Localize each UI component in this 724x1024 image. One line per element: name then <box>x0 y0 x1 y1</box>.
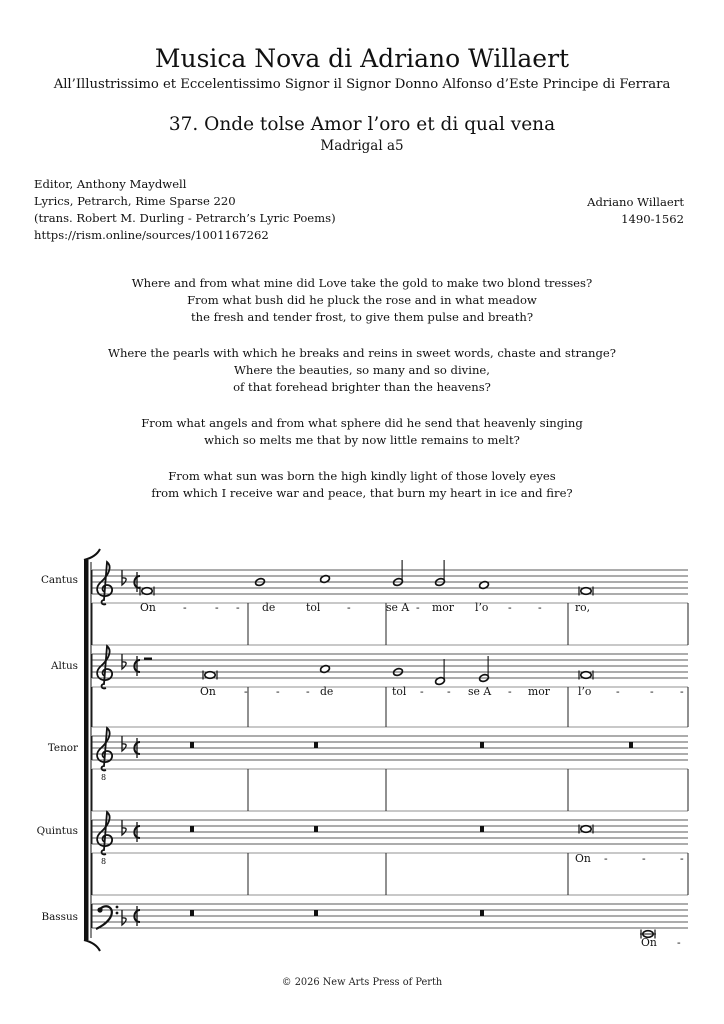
lyric-syllable: - <box>447 685 451 698</box>
collection-title: Musica Nova di Adriano Willaert <box>154 44 570 73</box>
lyric-syllable: de <box>320 685 334 698</box>
treble-clef <box>97 812 112 854</box>
staff <box>92 899 688 929</box>
editor-credit: Editor, Anthony Maydwell <box>34 177 187 191</box>
lyric-syllable: - <box>642 852 646 865</box>
poem-line: From what angels and from what sphere did he send that heavenly singing <box>141 416 583 430</box>
poem-line: Where the pearls with which he breaks and reins in sweet words, chaste and strange? <box>108 346 616 360</box>
lyric-syllable: - <box>420 685 424 698</box>
cantus-notes <box>140 560 593 596</box>
lyric-syllable: - <box>306 685 310 698</box>
lyric-syllable: - <box>183 601 187 614</box>
lyric-syllable: - <box>276 685 280 698</box>
breve-rest <box>190 826 194 832</box>
tenor-rests <box>190 742 633 748</box>
treble-clef <box>97 646 112 688</box>
lyric-syllable: - <box>508 685 512 698</box>
lyric-syllable: - <box>416 601 420 614</box>
lyric-syllable: On <box>140 601 156 614</box>
staff <box>92 728 688 811</box>
lyric-syllable: se A <box>386 601 410 614</box>
lyric-syllable: mor <box>528 685 550 698</box>
copyright-footer: © 2026 New Arts Press of Perth <box>281 977 443 988</box>
bass-clef-dot <box>116 912 119 915</box>
voice-label-quintus: Quintus <box>36 825 78 837</box>
poem-line: the fresh and tender frost, to give them pulse and breath? <box>190 310 534 324</box>
lyric-syllable: l’o <box>578 685 592 698</box>
lyric-syllable: mor <box>432 601 454 614</box>
poem-line: Where and from what mine did Love take the gold to make two blond tresses? <box>131 276 593 290</box>
source-link[interactable]: https://rism.online/sources/1001167262 <box>34 228 269 242</box>
lyric-syllable: - <box>680 685 684 698</box>
flat-sign <box>122 910 126 925</box>
breve-rest <box>314 910 318 916</box>
lyric-syllable: On <box>200 685 216 698</box>
staff <box>92 812 688 895</box>
bass-clef-dot <box>116 906 119 909</box>
lyric-syllable: - <box>244 685 248 698</box>
breve-rest <box>480 742 484 748</box>
breve-note <box>581 672 591 679</box>
lyrics-credit: Lyrics, Petrarch, Rime Sparse 220 <box>34 194 236 208</box>
lyric-syllable: - <box>508 601 512 614</box>
dedication-line: All’Illustrissimo et Eccelentissimo Signor il Signor Donno Alfonso d’Este Principe di Ferrara <box>53 77 671 92</box>
lyric-syllable: tol <box>306 601 321 614</box>
flat-sign <box>122 736 126 751</box>
poem-line: which so melts me that by now little remains to melt? <box>204 433 520 447</box>
lyric-syllable: - <box>538 601 542 614</box>
lyric-syllable: se A <box>468 685 492 698</box>
treble-clef <box>97 562 112 604</box>
breve-note <box>205 672 215 679</box>
bracket-hook-top <box>84 549 100 560</box>
voice-label-cantus: Cantus <box>40 574 78 586</box>
composer-dates: 1490-1562 <box>621 212 684 226</box>
breve-note <box>142 588 152 595</box>
lyric-syllable: - <box>236 601 240 614</box>
lyric-syllable: - <box>604 852 608 865</box>
breve-rest <box>190 742 194 748</box>
lyric-syllable: - <box>347 601 351 614</box>
poem-line: From what sun was born the high kindly light of those lovely eyes <box>168 469 556 483</box>
breve-rest <box>629 742 633 748</box>
voice-label-tenor: Tenor <box>47 742 78 754</box>
lyric-syllable: l’o <box>475 601 489 614</box>
poem-line: from which I receive war and peace, that burn my heart in ice and fire? <box>151 486 573 500</box>
breve-note <box>581 826 591 833</box>
lyric-syllable: On <box>575 852 591 865</box>
translation-credit: (trans. Robert M. Durling - Petrarch’s Lyric Poems) <box>34 211 336 225</box>
piece-subtitle: Madrigal a5 <box>320 138 404 154</box>
lyric-syllable: - <box>677 936 681 949</box>
breve-rest <box>190 910 194 916</box>
system-bracket <box>84 560 89 940</box>
flat-sign <box>122 570 126 585</box>
breve-rest <box>480 910 484 916</box>
composer-name: Adriano Willaert <box>587 195 684 209</box>
bassus-notes <box>190 910 656 939</box>
breve-rest <box>480 826 484 832</box>
treble-clef <box>97 728 112 770</box>
voice-label-altus: Altus <box>50 660 78 672</box>
lyric-syllable: On <box>641 936 657 949</box>
piece-title: 37. Onde tolse Amor l’oro et di qual vena <box>168 114 556 135</box>
breve-rest <box>314 742 318 748</box>
flat-sign <box>122 654 126 669</box>
poem-line: Where the beauties, so many and so divine, <box>234 363 490 377</box>
lyric-syllable: tol <box>392 685 407 698</box>
poem-line: of that forehead brighter than the heavens? <box>233 380 491 394</box>
lyric-syllable: - <box>680 852 684 865</box>
breve-note <box>581 588 591 595</box>
poem-line: From what bush did he pluck the rose and in what meadow <box>187 293 537 307</box>
octave-mark: 8 <box>101 773 107 782</box>
lyric-syllable: ro, <box>575 601 591 614</box>
voice-label-bassus: Bassus <box>41 911 78 923</box>
bracket-hook-bottom <box>84 940 100 951</box>
lyric-syllable: - <box>616 685 620 698</box>
octave-mark: 8 <box>101 857 107 866</box>
half-rest <box>144 658 152 660</box>
altus-notes <box>144 656 593 686</box>
lyric-syllable: de <box>262 601 276 614</box>
lyric-syllable: - <box>215 601 219 614</box>
flat-sign <box>122 820 126 835</box>
lyric-syllable: - <box>650 685 654 698</box>
breve-rest <box>314 826 318 832</box>
staff <box>92 646 688 727</box>
